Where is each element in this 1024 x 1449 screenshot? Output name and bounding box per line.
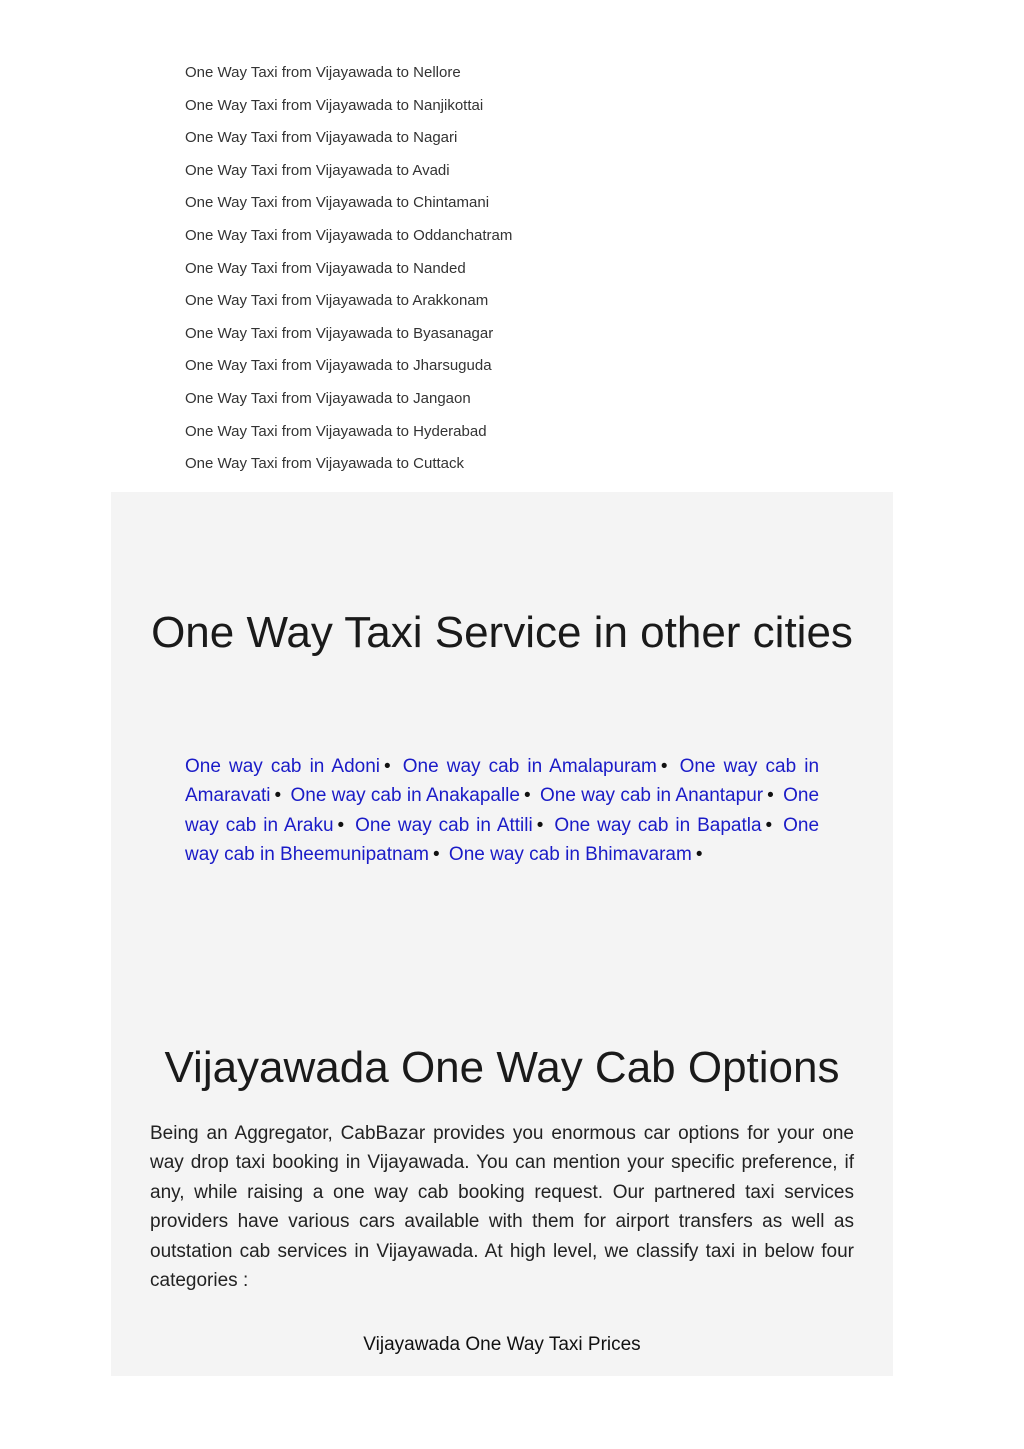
route-link-list xyxy=(185,60,512,484)
route-link[interactable]: One Way Taxi from Vijayawada to Nellore xyxy=(185,64,461,81)
route-link[interactable]: One Way Taxi from Vijayawada to Arakkonam xyxy=(185,292,489,310)
city-link-amaravati[interactable]: One way cab in Amaravati xyxy=(185,756,820,807)
city-link-adoni[interactable]: One way cab in Adoni xyxy=(185,756,381,777)
city-link-bheemunipatnam[interactable]: One way cab in Bheemunipatnam xyxy=(185,814,820,866)
cab-options-paragraph: Being an Aggregator, CabBazar provides you enormous car options for your one way drop taxi booking in Vijayawada. You can mention your specific preference, if any, while raising a one way cab booking request. Our partnered taxi services providers have various cars available with them for airport transfers as well as outstation cab services in Vijayawada. At high level, we classify taxi in below four categories : xyxy=(150,1123,854,1292)
other-cities-heading: One Way Taxi Service in other cities xyxy=(151,608,853,657)
route-link[interactable]: One Way Taxi from Vijayawada to Hyderabad xyxy=(185,422,487,440)
other-cities-links xyxy=(185,752,819,870)
route-link[interactable]: One Way Taxi from Vijayawada to Avadi xyxy=(185,161,450,179)
route-link[interactable]: One Way Taxi from Vijayawada to Nagari xyxy=(185,129,458,147)
city-link-amalapuram[interactable]: One way cab in Amalapuram xyxy=(402,756,657,777)
link-separator: • xyxy=(695,844,703,866)
route-link[interactable]: One Way Taxi from Vijayawada to Nanjikottai xyxy=(185,96,484,114)
route-link[interactable]: One Way Taxi from Vijayawada to Oddanchatram xyxy=(185,226,513,244)
city-link-anakapalle[interactable]: One way cab in Anakapalle xyxy=(290,785,520,807)
cab-options-heading: Vijayawada One Way Cab Options xyxy=(164,1043,840,1092)
link-separator: • xyxy=(384,756,391,777)
city-link-bhimavaram[interactable]: One way cab in Bhimavaram xyxy=(448,844,692,866)
city-link-attili[interactable]: One way cab in Attili xyxy=(355,814,533,836)
link-separator: • xyxy=(274,785,282,807)
link-separator: • xyxy=(765,814,773,836)
link-separator: • xyxy=(523,785,531,807)
link-separator: • xyxy=(337,814,345,836)
city-link-araku[interactable]: One way cab in Araku xyxy=(185,785,820,836)
city-link-anantapur[interactable]: One way cab in Anantapur xyxy=(539,785,764,807)
route-link[interactable]: One Way Taxi from Vijayawada to Cuttack xyxy=(185,455,465,473)
taxi-prices-label: Vijayawada One Way Taxi Prices xyxy=(363,1334,641,1355)
route-link[interactable]: One Way Taxi from Vijayawada to Jharsuguda xyxy=(185,357,492,375)
route-link[interactable]: One Way Taxi from Vijayawada to Chintamani xyxy=(185,194,490,212)
route-link[interactable]: One Way Taxi from Vijayawada to Jangaon xyxy=(185,389,471,407)
route-link[interactable]: One Way Taxi from Vijayawada to Nanded xyxy=(185,259,466,277)
link-separator: • xyxy=(536,814,544,836)
link-separator: • xyxy=(660,756,668,777)
city-link-bapatla[interactable]: One way cab in Bapatla xyxy=(554,814,762,836)
link-separator: • xyxy=(767,785,774,807)
link-separator: • xyxy=(432,844,440,866)
route-link[interactable]: One Way Taxi from Vijayawada to Byasanagar xyxy=(185,324,494,342)
